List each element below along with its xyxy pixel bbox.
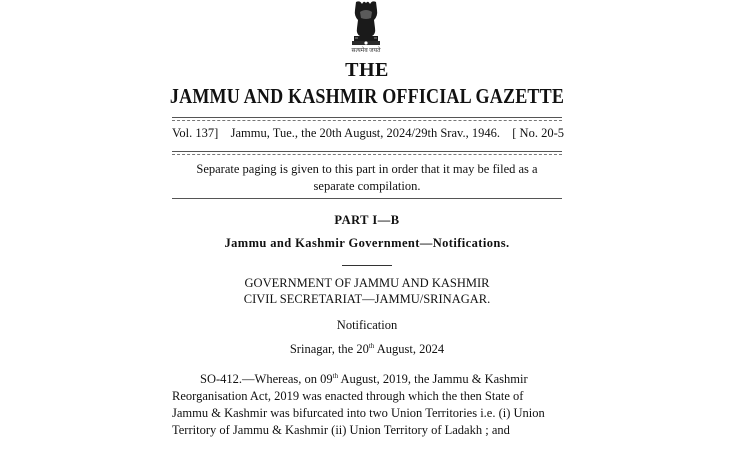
gazette-title: JAMMU AND KASHMIR OFFICIAL GAZETTE [169,84,565,108]
government-header [0,275,734,307]
emblem-caption: सत्यमेव जयते [351,48,381,54]
government-line1: GOVERNMENT OF JAMMU AND KASHMIR [244,276,490,290]
part-label: PART I—B [334,213,400,227]
government-line2: CIVIL SECRETARIAT—JAMMU/SRINAGAR. [243,292,491,306]
issue-number: [ No. 20-5 [512,126,564,140]
body-line-3: Jammu & Kashmir was bifurcated into two Union Territories i.e. (i) Union [172,406,545,420]
note-divider [172,198,562,199]
title-divider-dashed [172,120,562,121]
issue-line [172,126,564,141]
notification-place-date: Srinagar, the 20th August, 2024 [289,341,445,356]
part-heading: Jammu and Kashmir Government—Notifications. [224,236,510,250]
notification-heading: Notification [336,318,398,332]
volume-number: Vol. 137] [172,126,219,140]
issue-divider [172,151,562,152]
issue-divider-dashed [172,154,562,155]
separate-paging-note [172,161,562,195]
notification-body [172,371,564,439]
title-divider-top [172,117,562,118]
separate-paging-line2: separate compilation. [313,179,421,193]
body-line-2: Reorganisation Act, 2019 was enacted through which the then State of [172,389,524,403]
body-line-4: Territory of Jammu & Kashmir (ii) Union Territory of Ladakh ; and [172,423,510,437]
body-line-1: SO-412.—Whereas, on 09th August, 2019, the Jammu & Kashmir [200,371,528,386]
section-separator [342,265,392,266]
issue-date: Jammu, Tue., the 20th August, 2024/29th Srav., 1946. [230,126,500,140]
gazette-the: THE [345,59,389,81]
separate-paging-line1: Separate paging is given to this part in order that it may be filed as a [196,162,538,176]
